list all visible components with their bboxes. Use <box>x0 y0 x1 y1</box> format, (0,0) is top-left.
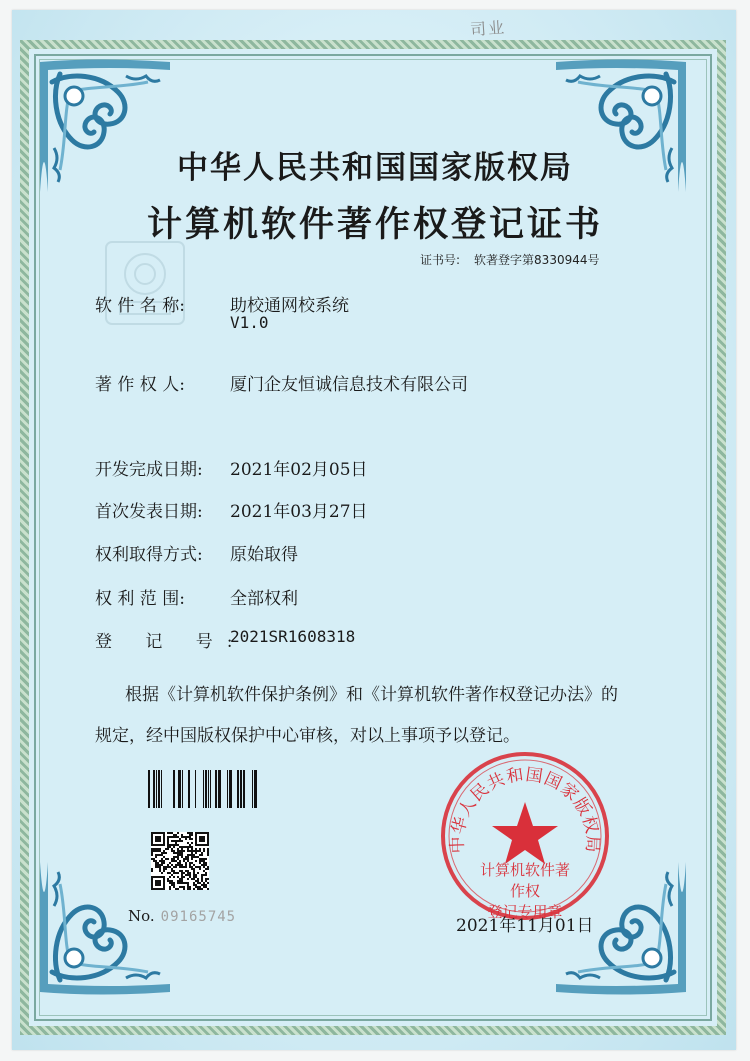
seal-arc-text: 中华人民共和国国家版权局 <box>447 764 603 854</box>
field-value: 原始取得 <box>230 545 298 565</box>
seal-line-2: 登记专用章 <box>487 903 563 921</box>
barcode <box>148 770 258 808</box>
field-value-version: V1.0 <box>230 313 269 332</box>
field-value: 助校通网校系统 <box>230 296 349 316</box>
field-label: 软 件 名 称: <box>95 296 185 316</box>
field-label: 权利取得方式: <box>95 545 203 565</box>
certificate-number-value: 软著登字第8330944号 <box>474 253 600 267</box>
field-value: 2021年02月05日 <box>230 460 368 480</box>
field-label: 登 记 号: <box>95 632 247 652</box>
issue-date: 2021年11月01日 <box>456 916 594 936</box>
serial-number <box>128 907 236 925</box>
field-value: 2021年03月27日 <box>230 502 368 522</box>
field-value: 厦门企友恒诚信息技术有限公司 <box>230 375 468 395</box>
field-label: 开发完成日期: <box>95 460 203 480</box>
statement-line-2: 规定，经中国版权保护中心审核，对以上事项予以登记。 <box>95 726 520 746</box>
serial-value: 09165745 <box>160 909 237 925</box>
certificate-title: 计算机软件著作权登记证书 <box>146 204 603 245</box>
serial-prefix: No. <box>128 907 155 925</box>
field-value: 全部权利 <box>230 589 298 609</box>
certificate-number <box>420 251 600 268</box>
field-label: 首次发表日期: <box>95 502 203 522</box>
statement-line-1: 根据《计算机软件保护条例》和《计算机软件著作权登记办法》的 <box>125 685 618 705</box>
qr-code <box>151 832 209 890</box>
field-label: 著 作 权 人: <box>95 375 185 395</box>
certificate-number-label: 证书号: <box>420 253 461 267</box>
handwritten-note: 司业 <box>469 17 507 40</box>
seal-line-1: 计算机软件著作权 <box>479 861 570 900</box>
issuer-title: 中华人民共和国国家版权局 <box>177 150 573 186</box>
field-value: 2021SR1608318 <box>230 627 356 646</box>
field-label: 权 利 范 围: <box>95 589 185 609</box>
